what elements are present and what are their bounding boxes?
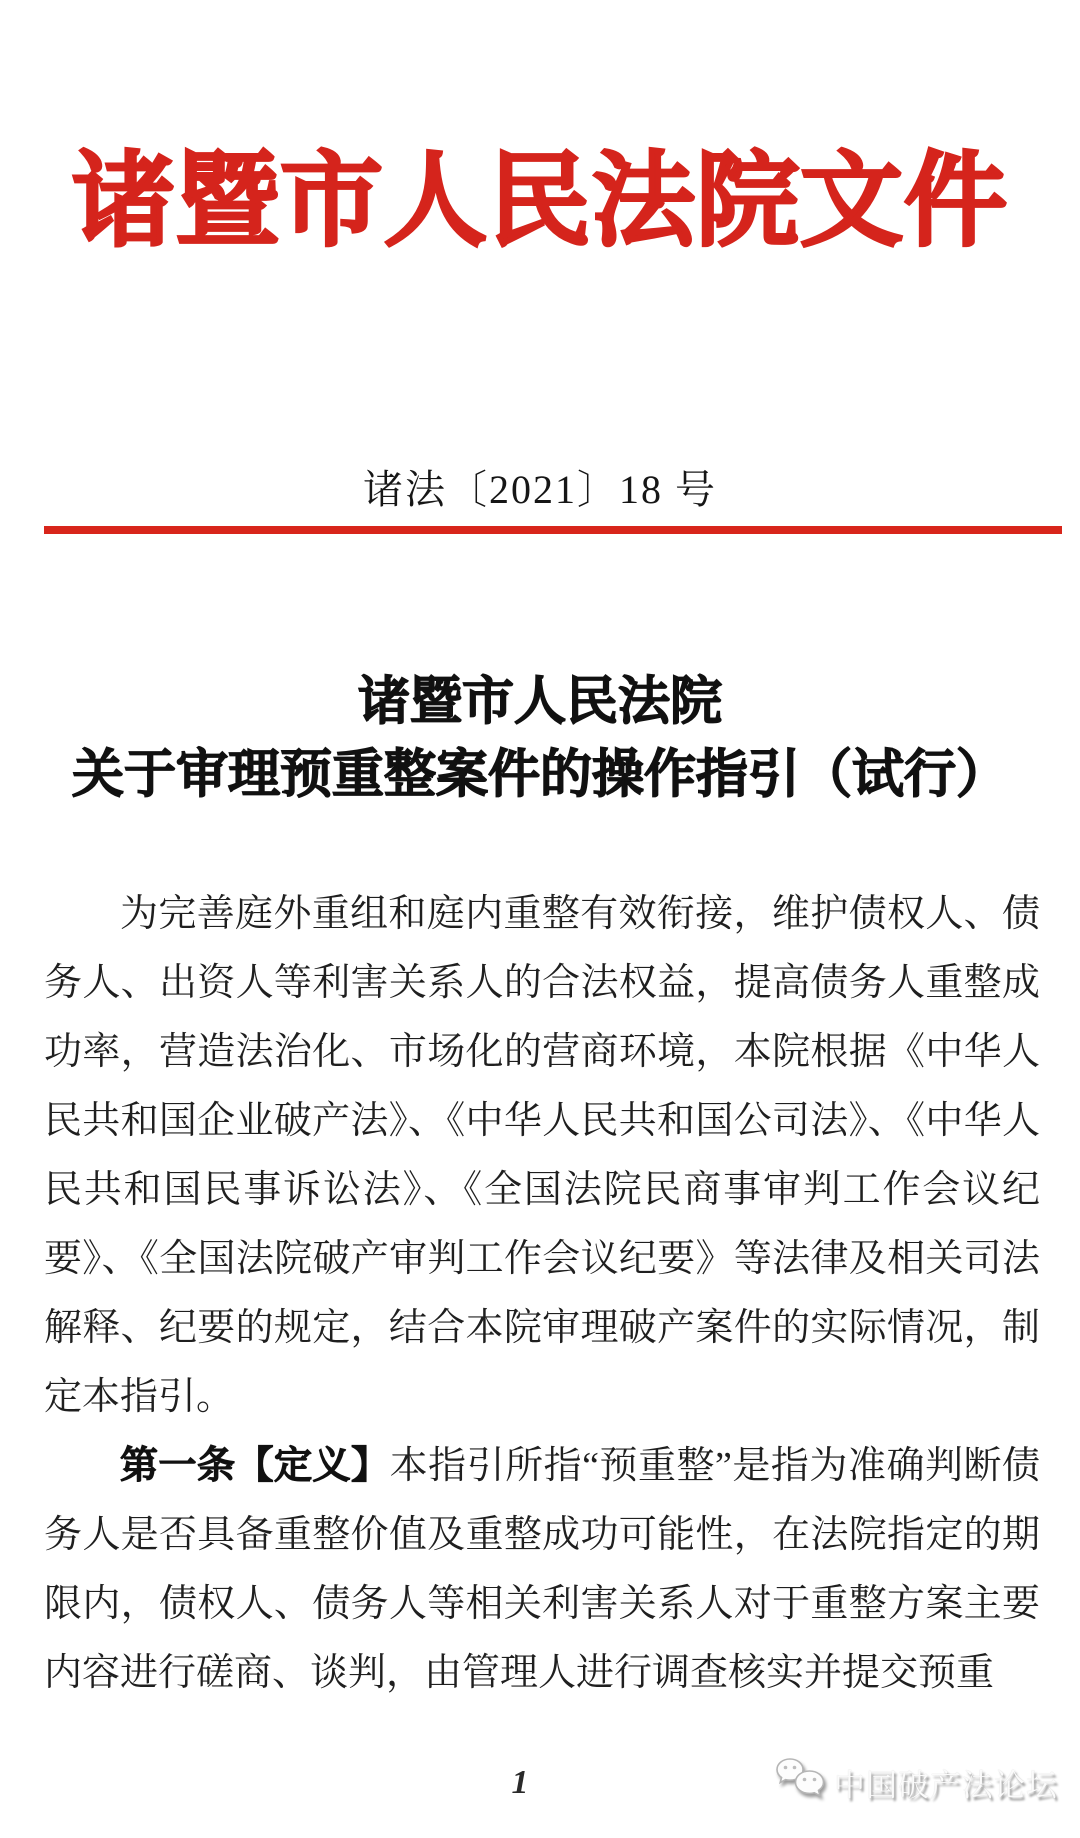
paragraph-article-1 (44, 1432, 1040, 1708)
document-number: 诸法〔2021〕18 号 (363, 467, 717, 512)
wechat-icon (774, 1756, 826, 1809)
watermark (774, 1756, 1058, 1809)
paragraph-preamble: 为完善庭外重组和庭内重整有效衔接，维护债权人、债务人、出资人等利害关系人的合法权益，提高债务人重整成功率，营造法治化、市场化的营商环境，本院根据《中华人民共和国企业破产法》、《中华人民共和国公司法》、《中华人民共和国民事诉讼法》、《全国法院民商事审判工作会议纪要》、《全国法院破产审判工作会议纪要》等法律及相关司法解释、纪要的规定，结合本院审理破产案件的实际情况，制定本指引。 (44, 893, 1040, 1418)
page-number: 1 (511, 1764, 529, 1801)
watermark-text: 中国破产法论坛 (834, 1768, 1058, 1803)
document-body (44, 880, 1040, 1708)
article-1-text: 本指引所指“预重整”是指为准确判断债务人是否具备重整价值及重整成功可能性，在法院指定的期限内，债权人、债务人等相关利害关系人对于重整方案主要内容进行磋商、谈判，由管理人进行调查核实并提交预重 (44, 1445, 1040, 1694)
letterhead-title: 诸暨市人民法院文件 (72, 143, 1008, 258)
red-divider-line (44, 526, 1062, 534)
document-title-line2: 关于审理预重整案件的操作指引（试行） (71, 746, 1008, 804)
article-1-label: 第一条【定义】 (120, 1445, 390, 1487)
document-title (0, 666, 1080, 812)
document-title-line1: 诸暨市人民法院 (357, 673, 722, 731)
